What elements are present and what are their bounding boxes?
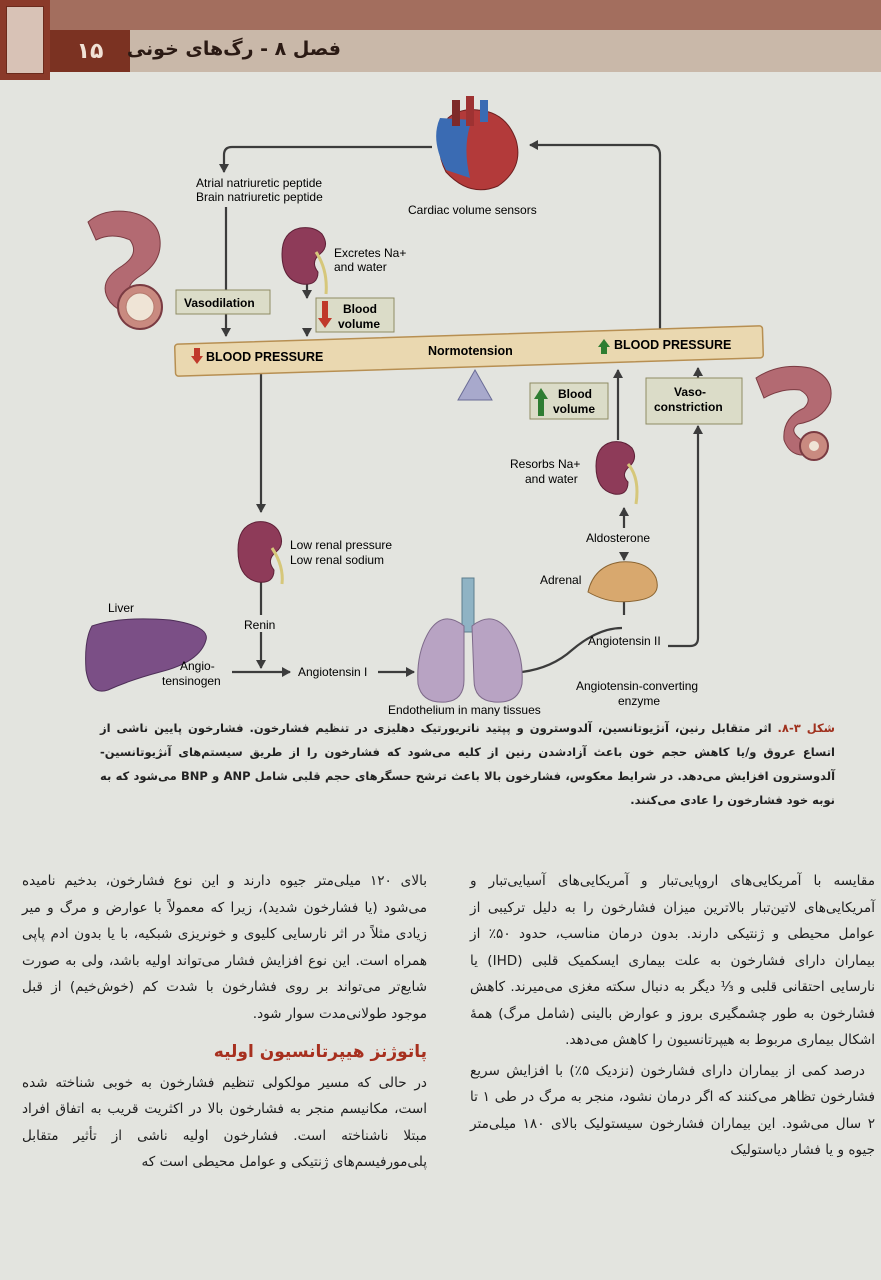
page-thumb-tab	[0, 0, 50, 80]
bp-low-label: BLOOD PRESSURE	[206, 350, 324, 364]
paragraph: درصد کمی از بیماران دارای فشارخون (نزدیک ۵٪) با افزایش سریع فشارخون تظاهر می‌کنند که اگر درمان نشود، منجر به مرگ در طی ۱ تا ۲ سال می‌شود. این بیماران فشارخون سیستولیک بالای ۱۸۰ میلی‌متر جیوه و یا فشار دیاستولیک	[470, 1062, 875, 1158]
paragraph: مقایسه با آمریکایی‌های اروپایی‌تبار و آمریکایی‌های آسیایی‌تبار و آمریکایی‌های لاتین‌تبار بالاترین میزان فشارخون را به دلیل ترکیبی از عوامل محیطی و ژنتیکی دارند. بدون درمان مناسب، حدود ۵۰٪ از بیماران دارای فشارخون به علت بیماری ایسکمیک قلبی (IHD) یا نارسایی احتقانی قلبی و ⅓ دیگر به دنبال سکته مغزی می‌میرند. کاهش فشارخون به طور چشمگیری بروز و عوارض بالینی (شامل مرگ) همهٔ اشکال بیماری مربوط به هیپرتانسیون را کاهش می‌دهد.	[470, 873, 875, 1048]
kidney-icon	[596, 442, 635, 495]
text-column-left	[22, 868, 427, 1176]
vaso-label-2: constriction	[654, 400, 723, 414]
endothelium-label: Endothelium in many tissues	[388, 703, 541, 716]
heart-icon	[436, 96, 518, 190]
liver-label: Liver	[108, 601, 135, 615]
ace-label-1: Angiotensin-converting	[576, 679, 699, 693]
angiotensinogen-label-1: Angio-	[180, 659, 215, 673]
thumb-image	[6, 6, 44, 74]
section-heading: پاتوژنز هیپرتانسیون اولیه	[213, 1042, 427, 1062]
ace-label-2: enzyme	[618, 694, 661, 708]
constricted-vessel-icon	[756, 366, 831, 460]
figure-caption-label: شکل ۳-۸.	[777, 721, 835, 735]
angiotensinogen-label-2: tensinogen	[162, 674, 221, 688]
bp-regulation-diagram	[0, 80, 881, 716]
adrenal-gland-icon	[588, 562, 657, 602]
bnp-label: Brain natriuretic peptide	[196, 190, 323, 204]
top-color-band	[0, 0, 881, 30]
angiotensin1-label: Angiotensin I	[298, 665, 368, 679]
vaso-label-1: Vaso-	[674, 385, 707, 399]
cardiac-sensors-label: Cardiac volume sensors	[408, 203, 537, 217]
low-renal-label-1: Low renal pressure	[290, 538, 393, 552]
arrow-bp-to-heart	[530, 145, 660, 335]
page-number: ۱۵	[50, 30, 130, 72]
arrow-heart-to-anp	[224, 147, 432, 172]
excretes-label-2: and water	[334, 260, 387, 274]
resorbs-label-1: Resorbs Na+	[510, 457, 581, 471]
text-column-right	[470, 868, 875, 1164]
balance-fulcrum	[458, 370, 492, 400]
chapter-title: فصل ۸ - رگ‌های خونی	[126, 38, 341, 60]
resorbs-label-2: and water	[525, 472, 578, 486]
anp-label: Atrial natriuretic peptide	[196, 176, 323, 190]
normotension-label: Normotension	[428, 344, 513, 358]
blood-volume-dec-1: Blood	[343, 302, 377, 316]
bp-high-label: BLOOD PRESSURE	[614, 338, 732, 352]
blood-volume-inc-2: volume	[553, 402, 596, 416]
figure-caption-text: اثر متقابل رنین، آنژیوتانسین، آلدوسترون و پپتید ناتریورتیک دهلیزی در تنظیم فشارخون. فشارخون پایین ناشی از اتساع عروق و/یا کاهش حجم خون باعث آزادشدن رنین از کلیه می‌شود که فشارخون را از طریق سیستم‌های آنژیوتانسین- آلدوسترون افزایش می‌دهد. در شرایط معکوس، فشارخون بالا باعث ترشح حسگرهای حجم قلبی شامل ANP و BNP می‌شود که به نوبه خود فشارخون را عادی می‌کنند.	[100, 721, 836, 807]
lungs-icon	[418, 578, 522, 702]
aldosterone-label: Aldosterone	[586, 531, 651, 545]
excretes-label-1: Excretes Na+	[334, 246, 407, 260]
paragraph: در حالی که مسیر مولکولی تنظیم فشارخون به خوبی شناخته شده است، مکانیسم منجر به فشارخون بالا در اکثریت قریب به اتفاق افراد مبتلا ناشناخته است. فشارخون اولیه ناشی از تأثیر متقابل پلی‌مورفیسم‌های ژنتیکی و عوامل محیطی است که	[22, 1074, 427, 1170]
dilated-vessel-icon	[88, 211, 162, 329]
adrenal-label: Adrenal	[540, 573, 582, 587]
figure-caption	[100, 716, 835, 812]
renin-label: Renin	[244, 618, 276, 632]
ureter-line	[628, 464, 637, 504]
arrow-ang2-to-vaso	[668, 426, 698, 646]
blood-volume-inc-1: Blood	[558, 387, 592, 401]
blood-volume-dec-2: volume	[338, 317, 381, 331]
low-renal-label-2: Low renal sodium	[290, 553, 385, 567]
paragraph: بالای ۱۲۰ میلی‌متر جیوه دارند و این نوع فشارخون، بدخیم نامیده می‌شود (یا فشارخون شدید)، زیرا که معمولاً با عوارض و مرگ و میر زیادی مثلاً در اثر نارسایی کلیوی و خونریزی شبکیه، با یا بدون ادم پاپی همراه است. این نوع افزایش فشار می‌تواند اولیه باشد، ولی به صورت شایع‌تر می‌تواند بر روی فشارخون با شدت کم (خوش‌خیم) از قبل موجود طولانی‌مدت سوار شود.	[22, 873, 427, 1022]
vasodilation-label: Vasodilation	[184, 296, 255, 310]
angiotensin2-label: Angiotensin II	[588, 634, 661, 648]
